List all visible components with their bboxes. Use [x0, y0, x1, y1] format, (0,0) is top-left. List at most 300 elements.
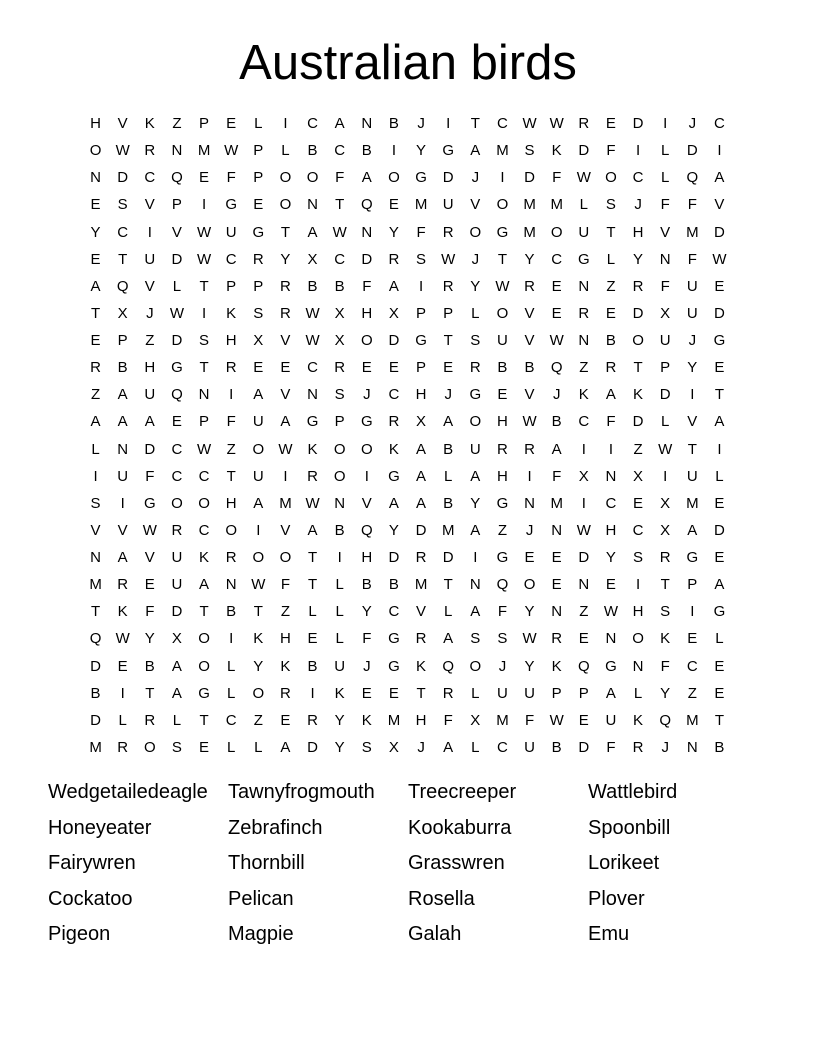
grid-letter[interactable]: K — [578, 386, 589, 404]
grid-letter[interactable]: Y — [280, 250, 291, 268]
grid-letter[interactable]: N — [551, 521, 563, 539]
grid-letter[interactable]: T — [307, 549, 318, 567]
grid-letter[interactable]: C — [307, 115, 318, 133]
grid-letter[interactable]: O — [171, 494, 183, 512]
grid-letter[interactable]: L — [227, 657, 236, 675]
grid-letter[interactable]: N — [605, 630, 617, 648]
grid-letter[interactable]: S — [605, 196, 616, 214]
grid-letter[interactable]: W — [522, 630, 537, 648]
grid-letter[interactable]: M — [686, 711, 699, 729]
grid-letter[interactable]: P — [416, 359, 427, 377]
grid-letter[interactable]: D — [524, 169, 535, 187]
grid-letter[interactable]: T — [443, 576, 453, 594]
grid-letter[interactable]: L — [471, 684, 480, 702]
grid-letter[interactable]: O — [469, 413, 482, 431]
grid-letter[interactable]: W — [549, 115, 564, 133]
grid-letter[interactable]: A — [90, 277, 101, 295]
grid-letter[interactable]: C — [334, 142, 346, 160]
grid-letter[interactable]: C — [686, 657, 698, 675]
grid-letter[interactable]: R — [225, 549, 237, 567]
grid-letter[interactable]: O — [89, 142, 102, 160]
grid-letter[interactable]: L — [335, 603, 344, 621]
grid-letter[interactable]: E — [687, 630, 698, 648]
grid-letter[interactable]: A — [443, 738, 454, 756]
grid-letter[interactable]: A — [253, 386, 264, 404]
grid-letter[interactable]: I — [229, 630, 234, 648]
grid-letter[interactable]: U — [659, 332, 671, 350]
grid-letter[interactable]: E — [497, 386, 508, 404]
grid-letter[interactable]: M — [414, 576, 428, 594]
grid-letter[interactable]: F — [335, 169, 345, 187]
grid-letter[interactable]: F — [145, 603, 155, 621]
grid-letter[interactable]: D — [171, 603, 183, 621]
grid-letter[interactable]: S — [470, 332, 481, 350]
grid-letter[interactable]: U — [524, 684, 535, 702]
grid-letter[interactable]: I — [473, 549, 478, 567]
grid-letter[interactable]: P — [226, 277, 237, 295]
grid-letter[interactable]: Y — [90, 223, 101, 241]
grid-letter[interactable]: A — [117, 386, 128, 404]
grid-letter[interactable]: A — [171, 657, 182, 675]
grid-letter[interactable]: T — [253, 603, 263, 621]
grid-letter[interactable]: I — [581, 440, 586, 458]
grid-letter[interactable]: Z — [280, 603, 291, 621]
grid-letter[interactable]: I — [527, 467, 532, 485]
grid-letter[interactable]: E — [714, 494, 725, 512]
grid-letter[interactable]: K — [361, 711, 372, 729]
grid-letter[interactable]: Y — [334, 711, 345, 729]
grid-letter[interactable]: E — [633, 494, 644, 512]
grid-letter[interactable]: B — [144, 657, 155, 675]
grid-letter[interactable]: A — [117, 549, 128, 567]
grid-letter[interactable]: D — [90, 711, 101, 729]
grid-letter[interactable]: V — [714, 196, 725, 214]
grid-letter[interactable]: W — [224, 142, 239, 160]
grid-letter[interactable]: Y — [388, 223, 399, 241]
grid-letter[interactable]: H — [361, 549, 373, 567]
grid-letter[interactable]: Z — [606, 277, 616, 295]
grid-letter[interactable]: N — [90, 169, 101, 187]
grid-letter[interactable]: E — [253, 359, 264, 377]
grid-letter[interactable]: L — [308, 603, 317, 621]
grid-letter[interactable]: Y — [470, 494, 481, 512]
grid-letter[interactable]: R — [307, 467, 318, 485]
grid-letter[interactable]: H — [415, 711, 427, 729]
grid-letter[interactable]: Y — [470, 277, 481, 295]
grid-letter[interactable]: E — [307, 630, 318, 648]
grid-letter[interactable]: T — [280, 223, 291, 241]
grid-letter[interactable]: U — [442, 196, 454, 214]
grid-letter[interactable]: D — [307, 738, 318, 756]
grid-letter[interactable]: B — [90, 684, 101, 702]
grid-letter[interactable]: G — [686, 549, 699, 567]
grid-letter[interactable]: R — [415, 630, 427, 648]
grid-letter[interactable]: H — [144, 359, 156, 377]
grid-letter[interactable]: K — [199, 549, 210, 567]
grid-letter[interactable]: O — [333, 467, 346, 485]
grid-letter[interactable]: R — [280, 277, 291, 295]
grid-letter[interactable]: L — [661, 142, 670, 160]
grid-letter[interactable]: G — [442, 142, 455, 160]
grid-letter[interactable]: O — [198, 657, 210, 675]
grid-letter[interactable]: A — [443, 413, 454, 431]
grid-letter[interactable]: C — [198, 467, 210, 485]
grid-letter[interactable]: F — [443, 711, 453, 729]
grid-letter[interactable]: Z — [253, 711, 263, 729]
grid-letter[interactable]: C — [334, 250, 346, 268]
grid-letter[interactable]: W — [522, 115, 537, 133]
grid-letter[interactable]: R — [117, 738, 129, 756]
grid-letter[interactable]: O — [496, 196, 509, 214]
grid-letter[interactable]: J — [552, 386, 561, 404]
grid-letter[interactable]: P — [253, 169, 264, 187]
grid-letter[interactable]: H — [280, 630, 291, 648]
grid-letter[interactable]: S — [660, 603, 671, 621]
grid-letter[interactable]: E — [388, 684, 399, 702]
grid-letter[interactable]: Q — [360, 521, 373, 539]
grid-letter[interactable]: L — [335, 576, 344, 594]
grid-letter[interactable]: U — [686, 277, 698, 295]
grid-letter[interactable]: E — [199, 169, 210, 187]
grid-letter[interactable]: O — [279, 196, 292, 214]
grid-letter[interactable]: H — [632, 223, 644, 241]
grid-letter[interactable]: I — [635, 142, 641, 160]
grid-letter[interactable]: R — [280, 684, 291, 702]
grid-letter[interactable]: D — [578, 142, 590, 160]
grid-letter[interactable]: S — [334, 386, 345, 404]
grid-letter[interactable]: D — [361, 250, 373, 268]
grid-letter[interactable]: J — [525, 521, 534, 539]
grid-letter[interactable]: E — [605, 115, 616, 133]
grid-letter[interactable]: N — [198, 386, 210, 404]
grid-letter[interactable]: B — [551, 413, 562, 431]
grid-letter[interactable]: M — [686, 494, 699, 512]
grid-letter[interactable]: P — [253, 277, 264, 295]
grid-letter[interactable]: Y — [660, 684, 671, 702]
grid-letter[interactable]: N — [90, 549, 101, 567]
grid-letter[interactable]: X — [633, 467, 644, 485]
grid-letter[interactable]: C — [117, 223, 129, 241]
grid-letter[interactable]: Z — [172, 115, 182, 133]
grid-letter[interactable]: P — [171, 196, 182, 214]
grid-letter[interactable]: C — [225, 250, 237, 268]
grid-letter[interactable]: M — [279, 494, 292, 512]
grid-letter[interactable]: O — [632, 630, 644, 648]
grid-letter[interactable]: Q — [659, 711, 672, 729]
grid-letter[interactable]: J — [417, 115, 425, 133]
grid-letter[interactable]: O — [252, 440, 265, 458]
grid-letter[interactable]: F — [416, 223, 426, 241]
grid-letter[interactable]: T — [226, 467, 236, 485]
grid-letter[interactable]: S — [90, 494, 101, 512]
grid-letter[interactable]: I — [717, 142, 722, 160]
grid-letter[interactable]: V — [144, 196, 155, 214]
grid-letter[interactable]: G — [713, 332, 726, 350]
grid-letter[interactable]: A — [388, 494, 399, 512]
grid-letter[interactable]: Y — [605, 549, 616, 567]
grid-letter[interactable]: U — [117, 467, 129, 485]
grid-letter[interactable]: D — [90, 657, 101, 675]
grid-letter[interactable]: O — [198, 630, 210, 648]
grid-letter[interactable]: O — [550, 223, 563, 241]
grid-letter[interactable]: N — [334, 494, 346, 512]
grid-letter[interactable]: Y — [524, 657, 535, 675]
grid-letter[interactable]: U — [469, 440, 481, 458]
grid-letter[interactable]: I — [690, 603, 695, 621]
grid-letter[interactable]: R — [659, 549, 671, 567]
grid-letter[interactable]: E — [280, 359, 291, 377]
grid-letter[interactable]: M — [523, 196, 536, 214]
grid-letter[interactable]: Y — [334, 738, 345, 756]
grid-letter[interactable]: A — [416, 467, 427, 485]
grid-letter[interactable]: K — [633, 711, 644, 729]
grid-letter[interactable]: H — [497, 413, 508, 431]
grid-letter[interactable]: F — [497, 603, 508, 621]
grid-letter[interactable]: R — [252, 250, 264, 268]
grid-letter[interactable]: Q — [496, 576, 509, 594]
grid-letter[interactable]: E — [578, 630, 589, 648]
grid-letter[interactable]: P — [334, 413, 345, 431]
grid-letter[interactable]: A — [199, 576, 210, 594]
grid-letter[interactable]: L — [606, 250, 616, 268]
grid-letter[interactable]: F — [687, 250, 697, 268]
grid-letter[interactable]: J — [688, 332, 697, 350]
grid-letter[interactable]: Y — [144, 630, 155, 648]
grid-letter[interactable]: H — [361, 304, 373, 322]
grid-letter[interactable]: L — [633, 684, 643, 702]
grid-letter[interactable]: G — [171, 359, 183, 377]
grid-letter[interactable]: M — [496, 142, 509, 160]
grid-letter[interactable]: Z — [687, 684, 697, 702]
grid-letter[interactable]: Y — [416, 142, 427, 160]
grid-letter[interactable]: N — [361, 223, 373, 241]
grid-letter[interactable]: T — [416, 684, 426, 702]
grid-letter[interactable]: U — [686, 304, 698, 322]
grid-letter[interactable]: N — [361, 115, 373, 133]
grid-letter[interactable]: K — [660, 630, 671, 648]
grid-letter[interactable]: V — [687, 413, 698, 431]
grid-letter[interactable]: I — [418, 277, 424, 295]
grid-letter[interactable]: K — [117, 603, 128, 621]
grid-letter[interactable]: W — [495, 277, 510, 295]
grid-letter[interactable]: G — [469, 386, 482, 404]
grid-letter[interactable]: E — [605, 304, 616, 322]
grid-letter[interactable]: M — [197, 142, 211, 160]
grid-letter[interactable]: I — [608, 440, 614, 458]
grid-letter[interactable]: C — [144, 169, 156, 187]
grid-letter[interactable]: R — [388, 413, 400, 431]
grid-letter[interactable]: G — [360, 413, 373, 431]
grid-letter[interactable]: R — [442, 684, 454, 702]
grid-letter[interactable]: O — [252, 684, 265, 702]
grid-letter[interactable]: J — [634, 196, 642, 214]
grid-letter[interactable]: X — [307, 250, 318, 268]
grid-letter[interactable]: R — [524, 440, 535, 458]
grid-letter[interactable]: I — [690, 386, 695, 404]
grid-letter[interactable]: J — [146, 304, 154, 322]
grid-letter[interactable]: A — [280, 413, 291, 431]
grid-letter[interactable]: N — [578, 576, 590, 594]
grid-letter[interactable]: O — [496, 304, 509, 322]
grid-letter[interactable]: B — [497, 359, 508, 377]
grid-letter[interactable]: I — [717, 440, 722, 458]
grid-letter[interactable]: U — [605, 711, 617, 729]
grid-letter[interactable]: M — [387, 711, 401, 729]
grid-letter[interactable]: X — [660, 494, 671, 512]
grid-letter[interactable]: L — [254, 738, 263, 756]
grid-letter[interactable]: K — [416, 657, 427, 675]
grid-letter[interactable]: D — [714, 521, 725, 539]
grid-letter[interactable]: P — [117, 332, 128, 350]
grid-letter[interactable]: U — [334, 657, 346, 675]
grid-letter[interactable]: V — [660, 223, 671, 241]
grid-letter[interactable]: K — [253, 630, 264, 648]
grid-letter[interactable]: T — [199, 603, 209, 621]
grid-letter[interactable]: M — [89, 576, 102, 594]
grid-letter[interactable]: T — [90, 603, 101, 621]
grid-letter[interactable]: W — [115, 630, 130, 648]
grid-letter[interactable]: F — [552, 169, 562, 187]
grid-letter[interactable]: G — [496, 223, 509, 241]
grid-letter[interactable]: W — [196, 440, 212, 458]
grid-letter[interactable]: W — [549, 711, 564, 729]
grid-letter[interactable]: W — [142, 521, 157, 539]
grid-letter[interactable]: B — [226, 603, 237, 621]
grid-letter[interactable]: A — [307, 223, 318, 241]
grid-letter[interactable]: L — [227, 738, 236, 756]
grid-letter[interactable]: N — [307, 386, 318, 404]
grid-letter[interactable]: A — [714, 576, 725, 594]
grid-letter[interactable]: B — [117, 359, 128, 377]
grid-letter[interactable]: D — [442, 549, 454, 567]
grid-letter[interactable]: V — [117, 521, 128, 539]
grid-letter[interactable]: B — [361, 576, 372, 594]
grid-letter[interactable]: T — [633, 359, 643, 377]
grid-letter[interactable]: A — [90, 413, 101, 431]
grid-letter[interactable]: S — [416, 250, 427, 268]
grid-letter[interactable]: J — [444, 386, 452, 404]
grid-letter[interactable]: Q — [360, 196, 373, 214]
grid-letter[interactable]: I — [201, 196, 207, 214]
grid-letter[interactable]: L — [118, 711, 127, 729]
grid-letter[interactable]: D — [578, 738, 590, 756]
grid-letter[interactable]: I — [283, 115, 288, 133]
grid-letter[interactable]: Z — [145, 332, 155, 350]
grid-letter[interactable]: G — [252, 223, 265, 241]
grid-letter[interactable]: W — [576, 169, 591, 187]
grid-letter[interactable]: F — [226, 413, 236, 431]
grid-letter[interactable]: E — [226, 115, 237, 133]
grid-letter[interactable]: H — [225, 332, 237, 350]
grid-letter[interactable]: I — [391, 142, 397, 160]
grid-letter[interactable]: D — [632, 304, 644, 322]
grid-letter[interactable]: D — [578, 549, 590, 567]
grid-letter[interactable]: U — [578, 223, 590, 241]
grid-letter[interactable]: X — [470, 711, 481, 729]
grid-letter[interactable]: F — [606, 413, 616, 431]
grid-letter[interactable]: P — [660, 359, 671, 377]
grid-letter[interactable]: T — [335, 196, 345, 214]
grid-letter[interactable]: S — [117, 196, 128, 214]
grid-letter[interactable]: O — [388, 169, 400, 187]
grid-letter[interactable]: L — [579, 196, 588, 214]
grid-letter[interactable]: U — [225, 223, 237, 241]
grid-letter[interactable]: T — [90, 304, 101, 322]
grid-letter[interactable]: T — [118, 250, 128, 268]
grid-letter[interactable]: Y — [633, 250, 644, 268]
grid-letter[interactable]: S — [199, 332, 210, 350]
grid-letter[interactable]: M — [550, 494, 563, 512]
grid-letter[interactable]: N — [659, 250, 671, 268]
grid-letter[interactable]: P — [416, 304, 427, 322]
grid-letter[interactable]: D — [388, 549, 400, 567]
grid-letter[interactable]: E — [551, 549, 562, 567]
grid-letter[interactable]: W — [305, 494, 320, 512]
grid-letter[interactable]: B — [388, 115, 399, 133]
grid-letter[interactable]: S — [470, 630, 481, 648]
grid-letter[interactable]: V — [280, 386, 291, 404]
grid-letter[interactable]: U — [252, 413, 264, 431]
grid-letter[interactable]: I — [256, 521, 261, 539]
grid-letter[interactable]: A — [714, 413, 725, 431]
grid-letter[interactable]: G — [306, 413, 319, 431]
grid-letter[interactable]: R — [334, 359, 346, 377]
grid-letter[interactable]: S — [633, 549, 644, 567]
grid-letter[interactable]: B — [551, 738, 562, 756]
grid-letter[interactable]: G — [415, 169, 427, 187]
grid-letter[interactable]: L — [91, 440, 100, 458]
grid-letter[interactable]: F — [145, 467, 155, 485]
grid-letter[interactable]: O — [333, 440, 346, 458]
grid-letter[interactable]: D — [388, 332, 400, 350]
grid-letter[interactable]: B — [714, 738, 725, 756]
grid-letter[interactable]: R — [632, 277, 644, 295]
grid-letter[interactable]: F — [226, 169, 236, 187]
grid-letter[interactable]: B — [334, 521, 345, 539]
grid-letter[interactable]: U — [144, 386, 156, 404]
grid-letter[interactable]: E — [171, 413, 182, 431]
grid-letter[interactable]: E — [551, 277, 562, 295]
grid-letter[interactable]: D — [659, 386, 671, 404]
grid-letter[interactable]: M — [89, 738, 102, 756]
grid-letter[interactable]: L — [172, 277, 182, 295]
grid-letter[interactable]: X — [660, 304, 671, 322]
grid-letter[interactable]: L — [661, 169, 670, 187]
grid-letter[interactable]: M — [550, 196, 563, 214]
grid-letter[interactable]: H — [632, 603, 644, 621]
grid-letter[interactable]: D — [415, 521, 427, 539]
grid-letter[interactable]: X — [388, 304, 399, 322]
grid-letter[interactable]: R — [605, 359, 617, 377]
grid-letter[interactable]: Z — [579, 603, 589, 621]
grid-letter[interactable]: N — [307, 196, 318, 214]
grid-letter[interactable]: O — [279, 549, 292, 567]
grid-letter[interactable]: H — [605, 521, 617, 539]
grid-letter[interactable]: P — [199, 413, 210, 431]
grid-letter[interactable]: B — [307, 142, 318, 160]
grid-letter[interactable]: E — [443, 359, 454, 377]
grid-letter[interactable]: I — [364, 467, 369, 485]
grid-letter[interactable]: E — [90, 332, 101, 350]
grid-letter[interactable]: N — [524, 494, 535, 512]
grid-letter[interactable]: T — [687, 440, 697, 458]
grid-letter[interactable]: V — [470, 196, 481, 214]
grid-letter[interactable]: I — [201, 304, 207, 322]
grid-letter[interactable]: R — [144, 711, 156, 729]
grid-letter[interactable]: Q — [442, 657, 455, 675]
grid-letter[interactable]: K — [280, 657, 291, 675]
grid-letter[interactable]: N — [605, 467, 617, 485]
